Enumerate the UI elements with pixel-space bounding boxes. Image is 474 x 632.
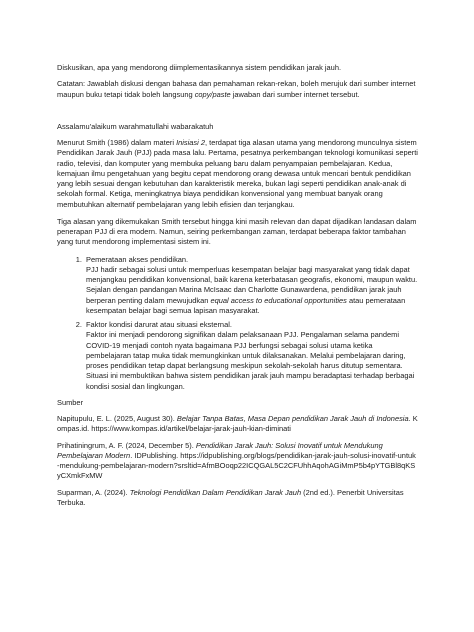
reference-title: Teknologi Pendidikan Dalam Pendidikan Jarak Jauh	[129, 487, 302, 497]
sources-heading: Sumber	[57, 397, 84, 407]
paragraph-emphasis: Inisiasi 2	[176, 138, 205, 147]
greeting: Assalamu'alaikum warahmatullahi wabarakatuh	[57, 121, 214, 131]
list-item-heading: 2. Faktor kondisi darurat atau situasi eksternal.	[86, 320, 232, 329]
list-item-text-end: atau pemerataan kesempatan belajar bagi semua lapisan masyarakat.	[86, 295, 406, 315]
reference-author: Suparman, A. (2024).	[57, 487, 130, 497]
list-item-text: PJJ hadir sebagai solusi untuk memperluas kesempatan belajar bagi masyarakat yang tidak dapat menjangkau pendidikan konvensional, baik karena keterbatasan geografis, ekonomi, maupun waktu. Sejalan dengan pandangan Marina McIsaac dan Charlotte Gunawardena, pendidikan jarak jauh berperan penting dalam mewujudkan	[86, 264, 418, 305]
reference-publisher: (2nd ed.). Penerbit Universitas Terbuka.	[57, 487, 404, 507]
factor-list	[57, 255, 418, 392]
list-item	[84, 255, 418, 317]
body-paragraph-2: Tiga alasan yang dikemukakan Smith tersebut hingga kini masih relevan dan dapat dijadikan landasan dalam penerapan PJJ di era modern. Namun, seiring perkembangan zaman, terdapat beberapa faktor tambahan yang turut mendorong implementasi sistem ini.	[57, 216, 417, 247]
reference-entry	[57, 441, 418, 482]
reference-title: Belajar Tanpa Batas, Masa Depan pendidikan Jarak Jauh di Indonesia	[176, 414, 409, 423]
discussion-question: Diskusikan, apa yang mendorong diimplementasikannya sistem pendidikan jarak jauh.	[57, 63, 342, 72]
reference-author: Prihatiningrum, A. F. (2024, December 5).	[57, 440, 196, 450]
note-text: Catatan: Jawablah diskusi dengan bahasa dan pemahaman rekan-rekan, boleh merujuk dari sumber internet maupun buku tetapi tidak boleh langsung	[57, 79, 416, 99]
list-item-emphasis: equal access to educational opportunities	[210, 295, 347, 305]
note-text-end: jawaban dari sumber internet tersebut.	[230, 89, 360, 99]
reference-title: Pendidikan Jarak Jauh: Solusi Inovatif untuk Mendukung Pembelajaran Modern	[57, 440, 383, 460]
reference-entry	[57, 414, 418, 435]
list-item-heading: 1. Pemerataan akses pendidikan.	[86, 254, 189, 264]
list-item	[84, 320, 418, 392]
paragraph-text-end: , terdapat tiga alasan utama yang mendorong munculnya sistem Pendidikan Jarak Jauh (PJJ) pada masa lalu. Pertama, pesatnya perkembangan teknologi komunikasi seperti radio, televisi, dan komputer yang membuka peluang baru dalam penyampaian pembelajaran. Kedua, kemajuan ilmu pengetahuan yang begitu cepat mendorong orang dewasa untuk mencari bentuk pendidikan yang lebih sesuai dengan kebutuhan dan karakteristik mereka, bukan lagi seperti pendidikan anak-anak di sekolah formal. Ketiga, meningkatnya biaya pendidikan konvensional yang membuat banyak orang membutuhkan alternatif pembelajaran yang lebih efisien dan terjangkau.	[57, 138, 418, 209]
note-emphasis: copy/paste	[194, 89, 231, 99]
instruction-note	[57, 79, 418, 100]
reference-publisher: . Kompas.id. https://www.kompas.id/artikel/belajar-jarak-jauh-kian-diminati	[57, 414, 418, 434]
list-item-text: Faktor ini menjadi pendorong signifikan dalam pelaksanaan PJJ. Pengalaman selama pandemi COVID-19 menjadi contoh nyata bagaimana PJJ berfungsi sebagai solusi utama ketika pembelajaran tatap muka tidak memungkinkan untuk dilaksanakan. Melalui pembelajaran daring, proses pendidikan tetap dapat berlangsung meskipun sekolah-sekolah harus ditutup sementara. Situasi ini membuktikan bahwa sistem pendidikan jarak jauh mampu beradaptasi terhadap berbagai kondisi sosial dan lingkungan.	[86, 330, 415, 391]
reference-author: Napitupulu, E. L. (2025, August 30).	[57, 414, 177, 423]
reference-entry	[57, 488, 418, 509]
body-paragraph-1	[57, 138, 418, 210]
reference-publisher: . IDPublishing. https://idpublishing.org/blogs/pendidikan-jarak-jauh-solusi-inovatif-untuk-mendukung-pembelajaran-modern?srsltid=AfmBOoqp22ICQGAL5C2CFUhhAqohAGiMmP5b4pYTGBl8qKSyCXmkFxMW	[57, 450, 416, 481]
paragraph-text: Menurut Smith (1986) dalam materi	[57, 138, 177, 147]
